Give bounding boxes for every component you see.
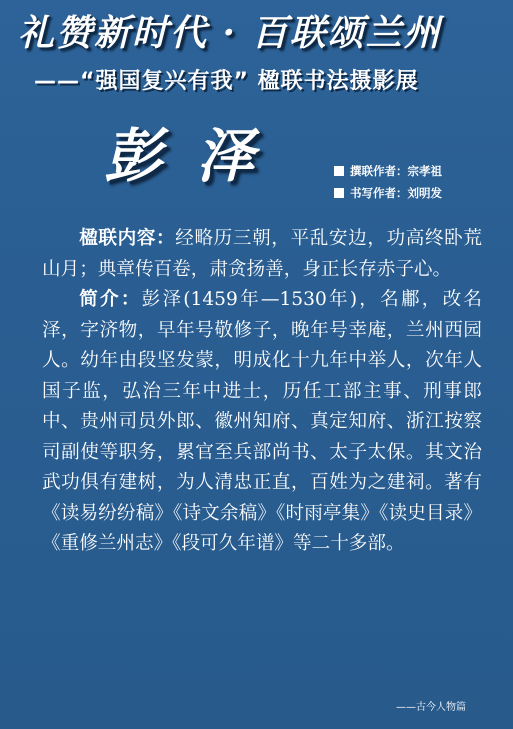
square-bullet-icon xyxy=(334,166,344,176)
source-note: ——古今人物篇 xyxy=(396,702,466,713)
credit-calligrapher xyxy=(334,182,504,204)
couplet-paragraph xyxy=(42,224,482,285)
intro-text: 彭泽(1459年—1530年)，名鄘，改名泽，字济物，早年号敬修子，晚年号幸庵，兰州西园人。幼年由段坚发蒙，明成化十九年中举人，次年人国子监，弘治三年中进士，历任工部主事、刑事郎中、贵州司员外郎、徽州知府、真定知府、浙江按察司副使等职务，累官至兵部尚书、太子太保。其文治武功俱有建树，为人清忠正直，百姓为之建祠。著有《读易纷纷稿》《诗文余稿》《时雨亭集》《读史目录》《重修兰州志》《段可久年谱》等二十多部。 xyxy=(42,289,482,554)
sub-title: ——“强国复兴有我” 楹联书法摄影展 xyxy=(34,69,419,94)
couplet-label: 楹联内容： xyxy=(79,228,176,249)
intro-paragraph xyxy=(42,285,482,560)
credit-author xyxy=(334,160,504,182)
couplet-text: 经略历三朝，平乱安边，功高终卧荒山月；典章传百卷，肃贪扬善，身正长存赤子心。 xyxy=(42,228,482,280)
credit-author-text: 撰联作者：宗孝祖 xyxy=(350,164,442,178)
main-title: 礼赞新时代 · 百联颂兰州 xyxy=(18,12,442,54)
credit-calligrapher-text: 书写作者：刘明发 xyxy=(350,186,442,200)
intro-label: 简介： xyxy=(79,289,142,310)
square-bullet-icon xyxy=(334,188,344,198)
subject-name: 彭泽 xyxy=(104,122,289,190)
credits xyxy=(334,160,504,204)
body-text xyxy=(42,224,482,560)
